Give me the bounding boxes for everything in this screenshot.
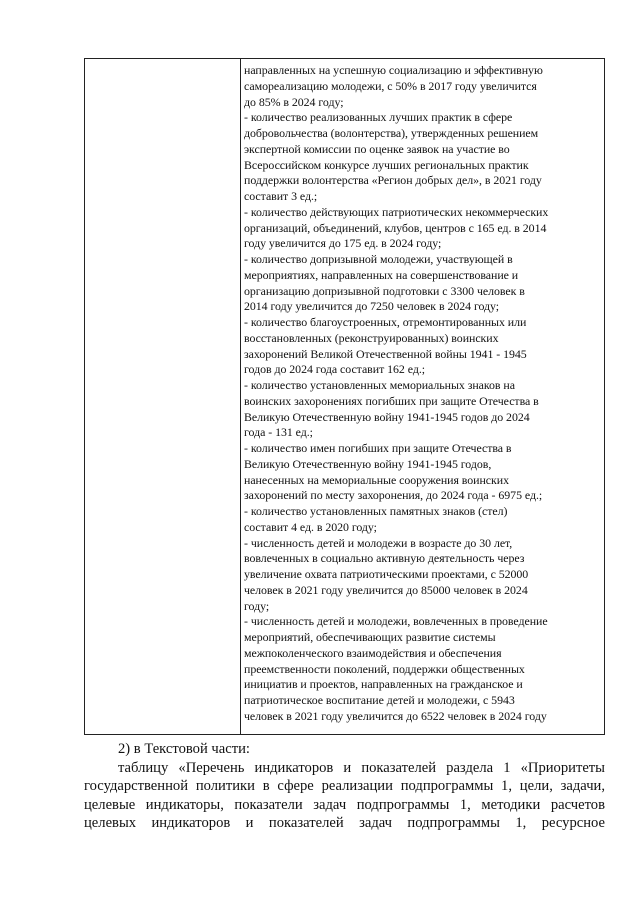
- table-cell-line: самореализацию молодежи, с 50% в 2017 году увеличится: [244, 78, 537, 93]
- table-cell-line: преемственности поколений, поддержки общественных: [244, 661, 525, 676]
- table-cell-line: захоронений Великой Отечественной войны 1941 - 1945: [244, 346, 527, 361]
- table-cell-line: году увеличится до 175 ед. в 2024 году;: [244, 236, 442, 251]
- table-cell-line: Великую Отечественную войну 1941-1945 годов до 2024: [244, 409, 530, 424]
- table-cell-line: увеличение охвата патриотическими проектами, с 52000: [244, 567, 529, 581]
- table-cell-line: нанесенных на мемориальные сооружения воинских: [244, 472, 509, 487]
- table-cell-line: захоронений по месту захоронения, до 2024 года - 6975 ед.;: [244, 488, 543, 503]
- table-cell-line: - количество установленных памятных знаков (стел): [244, 504, 508, 518]
- table-cell-line: человек в 2021 году увеличится до 85000 человек в 2024: [244, 582, 528, 597]
- table-cell-line: организаций, объединений, клубов, центров с 165 ед. в 2014: [244, 220, 547, 235]
- table-cell-line: 2014 году увеличится до 7250 человек в 2024 году;: [244, 299, 500, 314]
- table-cell-line: - количество допризывной молодежи, участвующей в: [244, 252, 513, 266]
- table-cell-line: организацию допризывной подготовки с 3300 человек в: [244, 283, 525, 298]
- paragraph-line: таблицу «Перечень индикаторов и показателей раздела 1 «Приоритеты: [118, 759, 605, 776]
- paragraph-line: государственной политики в сфере реализации подпрограммы 1, цели, задачи,: [84, 778, 605, 794]
- table-cell-line: инициатив и проектов, направленных на гражданское и: [244, 677, 523, 692]
- table-cell-line: - количество имен погибших при защите Отечества в: [244, 441, 512, 455]
- table-cell-line: направленных на успешную социализацию и эффективную: [244, 63, 543, 77]
- indicators-table: [84, 58, 605, 735]
- table-cell-line: Всероссийском конкурсе лучших региональных практик: [244, 157, 529, 172]
- table-cell-line: воинских захоронениях погибших при защите Отечества в: [244, 393, 539, 408]
- table-cell-line: составит 3 ед.;: [244, 189, 318, 203]
- table-cell-line: мероприятий, обеспечивающих развитие системы: [244, 630, 496, 644]
- table-cell-line: годов до 2024 года составит 162 ед.;: [244, 362, 425, 377]
- table-cell-line: Великую Отечественную войну 1941-1945 годов,: [244, 456, 492, 471]
- table-cell-line: восстановленных (реконструированных) воинских: [244, 330, 499, 345]
- table-cell-line: - количество реализованных лучших практик в сфере: [244, 110, 513, 125]
- table-cell-line: года - 131 ед.;: [244, 425, 313, 440]
- table-cell-line: - количество установленных мемориальных знаков на: [244, 378, 515, 392]
- table-cell-line: межпоколенческого взаимодействия и обеспечения: [244, 645, 502, 660]
- table-cell-line: поддержки волонтерства «Регион добрых дел», в 2021 году: [244, 173, 542, 188]
- table-cell-line: - численность детей и молодежи в возрасте до 30 лет,: [244, 535, 513, 550]
- table-cell-line: человек в 2021 году увеличится до 6522 человек в 2024 году: [244, 708, 547, 723]
- paragraph-line: целевые индикаторы, показатели задач подпрограммы 1, методики расчетов: [84, 796, 605, 813]
- table-cell-line: составит 4 ед. в 2020 году;: [244, 519, 377, 534]
- table-right-cell: [241, 59, 604, 734]
- list-item-heading: 2) в Текстовой части:: [118, 741, 250, 757]
- table-cell-line: добровольчества (волонтерства), утвержденных решением: [244, 126, 539, 140]
- table-cell-line: мероприятиях, направленных на совершенствование и: [244, 267, 519, 282]
- table-cell-line: - количество благоустроенных, отремонтированных или: [244, 315, 527, 329]
- table-cell-line: патриотическое воспитание детей и молодежи, с 5943: [244, 693, 515, 707]
- table-cell-line: году;: [244, 598, 270, 613]
- table-cell-line: экспертной комиссии по оценке заявок на участие во: [244, 141, 510, 156]
- table-left-cell: [85, 59, 241, 734]
- body-text: [84, 740, 605, 833]
- table-cell-line: - количество действующих патриотических некоммерческих: [244, 204, 549, 219]
- table-cell-line: до 85% в 2024 году;: [244, 94, 344, 109]
- paragraph-line: целевых индикаторов и показателей задач подпрограммы 1, ресурсное: [84, 815, 605, 831]
- table-cell-line: вовлеченных в социально активную деятельность через: [244, 551, 525, 566]
- table-cell-line: - численность детей и молодежи, вовлеченных в проведение: [244, 614, 548, 629]
